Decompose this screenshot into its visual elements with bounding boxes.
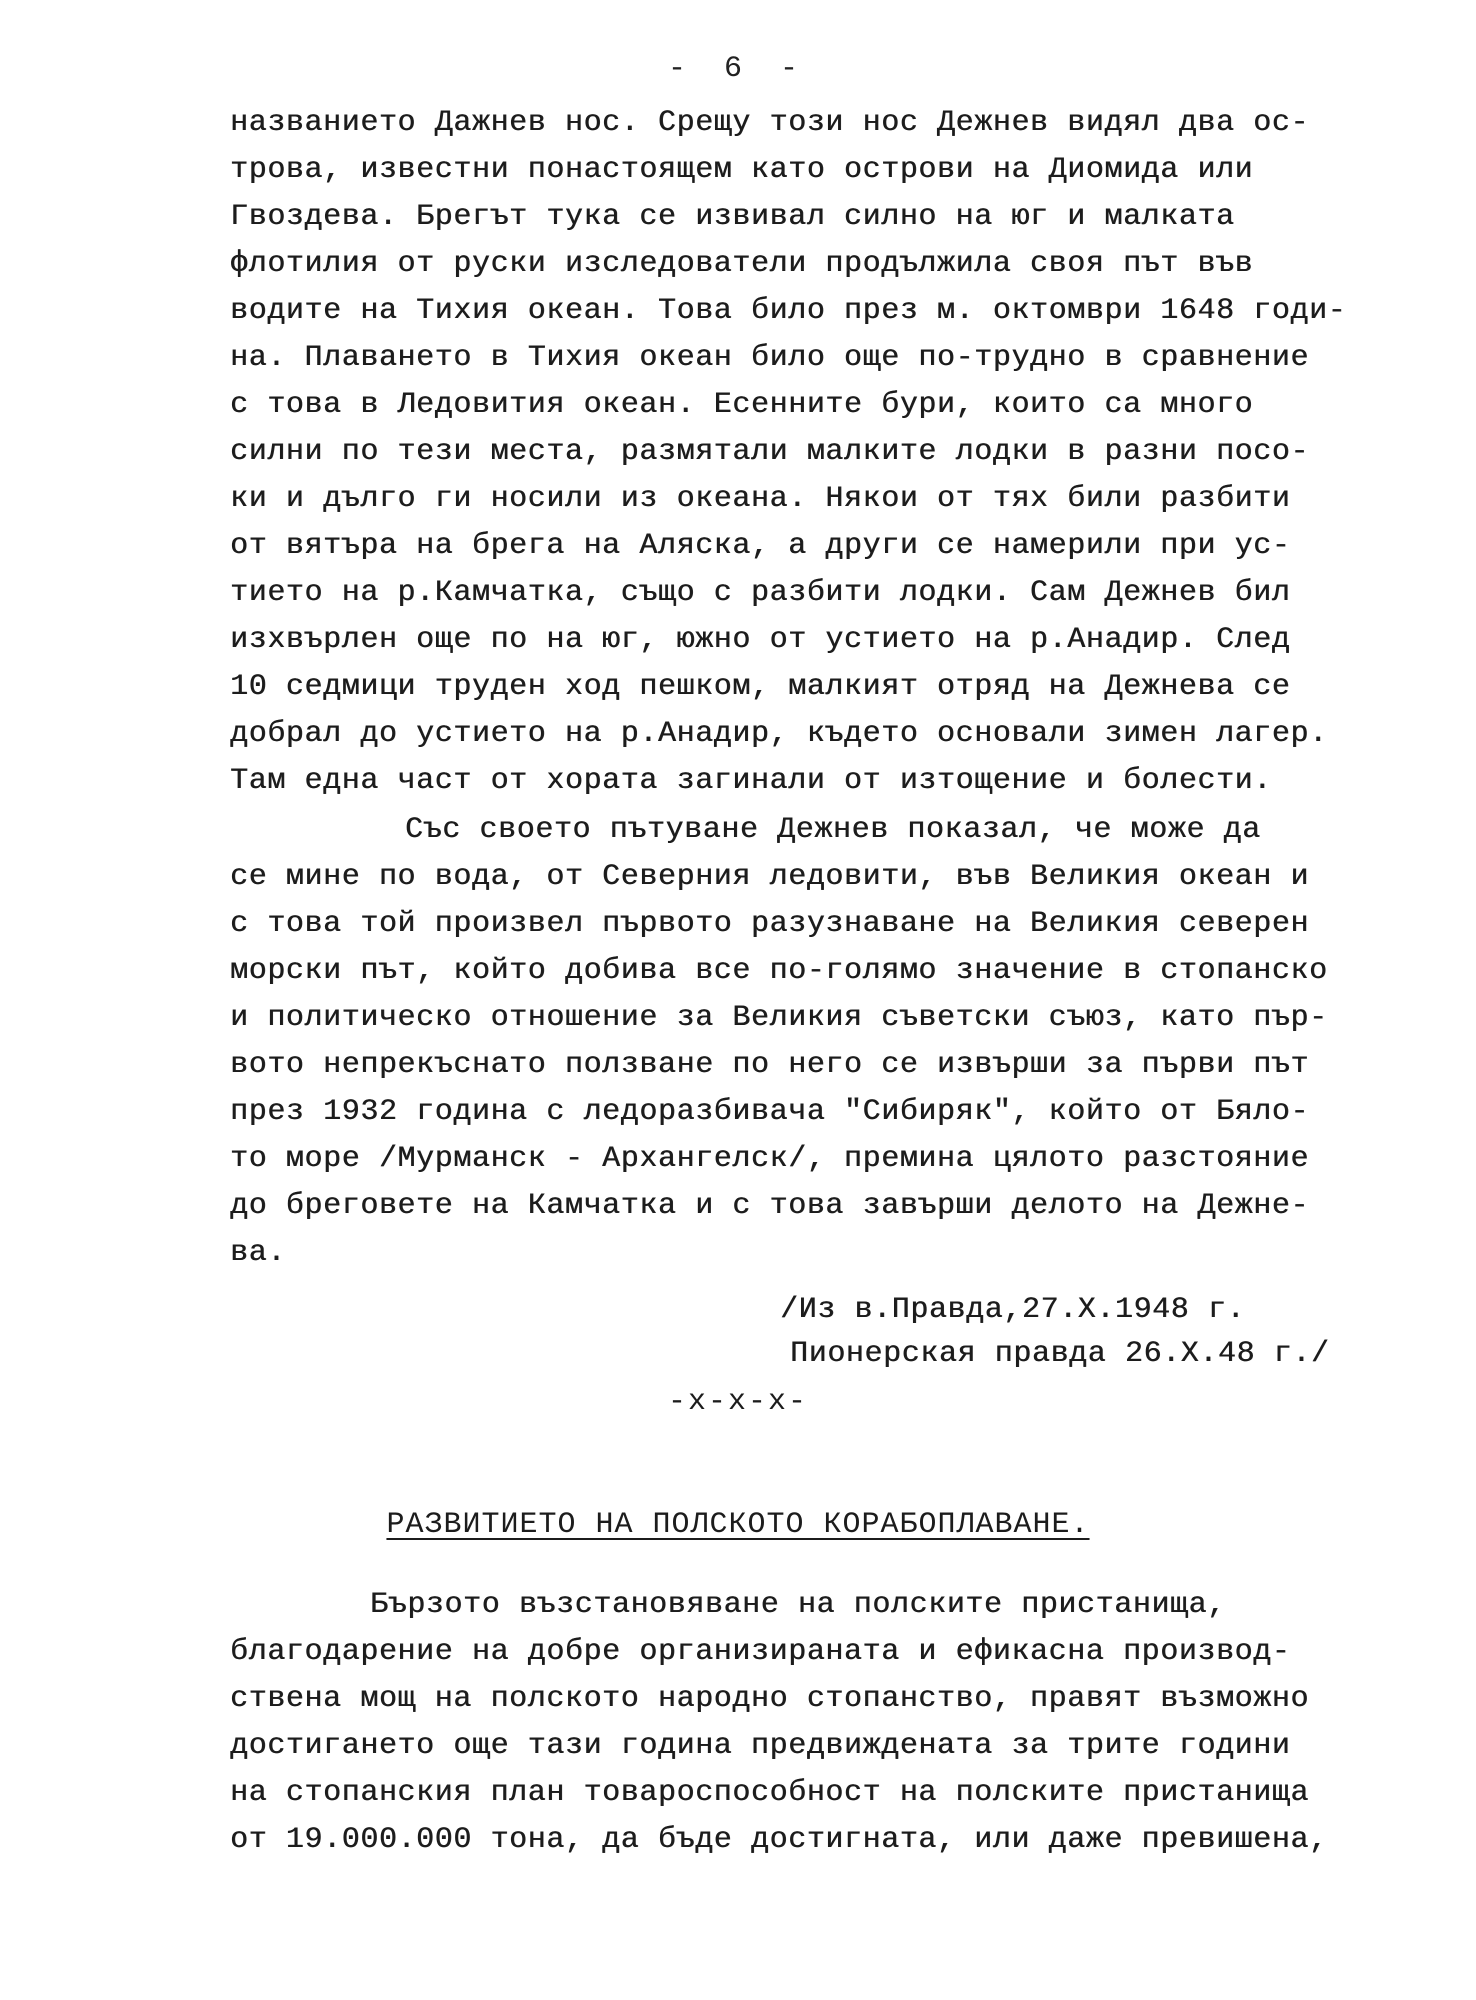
article-title-text: РАЗВИТИЕТО НА ПОЛСКОТО КОРАБОПЛАВАНЕ. bbox=[386, 1508, 1090, 1542]
text-line: ки и дълго ги носили из океана. Някои от тях били разбити bbox=[230, 482, 1291, 516]
source-citation bbox=[780, 1288, 1340, 1376]
source-line: /Из в.Правда,27.X.1948 г. bbox=[780, 1293, 1246, 1327]
text-line: флотилия от руски изследователи продължила своя път във bbox=[230, 247, 1254, 281]
text-line: Бързото възстановяване на полските пристанища, bbox=[370, 1588, 1226, 1622]
article-polish-shipping bbox=[230, 1582, 1360, 1864]
text-line: с това в Ледовития океан. Есенните бури, които са много bbox=[230, 388, 1254, 422]
article-title bbox=[0, 1508, 1476, 1542]
text-line: то море /Мурманск - Архангелск/, премина цялото разстояние bbox=[230, 1142, 1309, 1176]
text-line: ствена мощ на полското народно стопанство, правят възможно bbox=[230, 1682, 1309, 1716]
text-line: благодарение на добре организираната и ефикасна производ- bbox=[230, 1635, 1291, 1669]
text-line: до бреговете на Камчатка и с това завърши делото на Дежне- bbox=[230, 1189, 1309, 1223]
text-line: достигането още тази година предвиждената за трите години bbox=[230, 1729, 1291, 1763]
text-line: и политическо отношение за Великия съветски съюз, като пър- bbox=[230, 1001, 1328, 1035]
text-line: водите на Тихия океан. Това било през м. октомври 1648 годи- bbox=[230, 294, 1347, 328]
text-line: през 1932 година с ледоразбивача "Сибиряк", който от Бяло- bbox=[230, 1095, 1309, 1129]
page-number: - 6 - bbox=[667, 52, 808, 86]
text-line: силни по тези места, размятали малките лодки в разни посо- bbox=[230, 435, 1309, 469]
text-line: на. Плаването в Тихия океан било още по-трудно в сравнение bbox=[230, 341, 1309, 375]
text-line: трова, известни понастоящем като острови на Диомида или bbox=[230, 153, 1254, 187]
text-line: от 19.000.000 тона, да бъде достигната, или даже превишена, bbox=[230, 1823, 1328, 1857]
text-line: от вятъра на брега на Аляска, а други се намерили при ус- bbox=[230, 529, 1291, 563]
text-line: добрал до устието на р.Анадир, където основали зимен лагер. bbox=[230, 717, 1328, 751]
text-line: Гвоздева. Брегът тука се извивал силно на юг и малката bbox=[230, 200, 1235, 234]
text-line: на стопанския план товароспособност на полските пристанища bbox=[230, 1776, 1309, 1810]
text-line: изхвърлен още по на юг, южно от устието на р.Анадир. След bbox=[230, 623, 1291, 657]
text-line: морски път, който добива все по-голямо значение в стопанско bbox=[230, 954, 1328, 988]
text-line: названието Дажнев нос. Срещу този нос Дежнев видял два ос- bbox=[230, 106, 1309, 140]
article-dezhnev-paragraph-2 bbox=[230, 807, 1360, 1277]
section-separator: -x-x-x- bbox=[667, 1385, 809, 1419]
source-line: Пионерская правда 26.X.48 г./ bbox=[790, 1337, 1330, 1371]
text-line: се мине по вода, от Северния ледовити, във Великия океан и bbox=[230, 860, 1309, 894]
text-line: с това той произвел първото разузнаване на Великия северен bbox=[230, 907, 1309, 941]
text-line: Със своето пътуване Дежнев показал, че може да bbox=[405, 813, 1261, 847]
text-line: вото непрекъснато ползване по него се извърши за първи път bbox=[230, 1048, 1309, 1082]
text-line: ва. bbox=[230, 1236, 286, 1270]
text-line: Там една част от хората загинали от изтощение и болести. bbox=[230, 764, 1272, 798]
text-line: 10 седмици труден ход пешком, малкият отряд на Дежнева се bbox=[230, 670, 1291, 704]
text-line: тието на р.Камчатка, също с разбити лодки. Сам Дежнев бил bbox=[230, 576, 1291, 610]
article-dezhnev-paragraph-1 bbox=[230, 100, 1360, 805]
